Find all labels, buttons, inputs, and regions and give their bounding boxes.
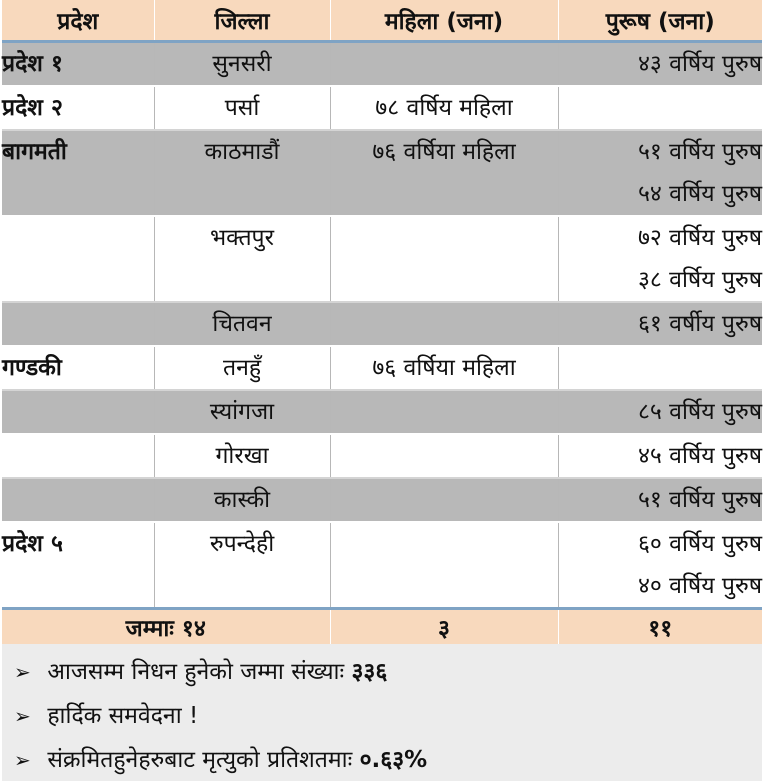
total-label: जम्माः १४ [2,609,330,649]
note-condolence [14,694,762,738]
cell-district: स्यांगजा [154,390,330,434]
note-death-count [14,650,762,694]
cell-female [330,302,558,346]
cell-female [330,478,558,522]
cell-district: गोरखा [154,434,330,478]
cell-male [558,42,762,87]
male-entry: ४३ वर्षिय पुरुष [637,51,762,77]
cell-female: ७६ वर्षिया महिला [330,130,558,216]
cell-male [558,346,762,390]
table-row [2,478,762,522]
cell-district: कास्की [154,478,330,522]
totals-row [2,609,762,649]
arrow-bullet-icon: ➢ [14,748,31,772]
death-count-value: ३३६ [351,659,388,685]
cell-female [330,42,558,87]
cell-province: प्रदेश २ [2,86,154,130]
condolence-text: हार्दिक समवेदना ! [47,703,199,729]
table-row [2,390,762,434]
cell-province [2,302,154,346]
cell-female [330,434,558,478]
cell-province [2,216,154,302]
cell-male [558,478,762,522]
cell-male [558,130,762,216]
cell-province: प्रदेश १ [2,42,154,87]
male-entry [559,347,763,389]
male-entry: ५४ वर्षिय पुरुष [637,181,762,207]
cell-male [558,216,762,302]
header-female: महिला (जना) [330,0,558,42]
note-fatality-rate [14,738,762,782]
table-row [2,86,762,130]
cell-province: गण्डकी [2,346,154,390]
cell-district: पर्सा [154,86,330,130]
arrow-bullet-icon: ➢ [14,660,31,684]
cell-district: सुनसरी [154,42,330,87]
cell-female: ७८ वर्षिय महिला [330,86,558,130]
cell-province [2,478,154,522]
table-header-row [2,0,762,42]
cell-female [330,390,558,434]
male-entry [559,87,763,129]
table-row [2,522,762,609]
cell-province: प्रदेश ५ [2,522,154,609]
table-row [2,302,762,346]
male-entry: ४५ वर्षिय पुरुष [637,443,762,469]
cell-province [2,390,154,434]
deaths-table [2,0,762,648]
cell-province [2,434,154,478]
male-entry: ५१ वर्षिय पुरुष [637,487,762,513]
male-entry: ८५ वर्षिय पुरुष [637,399,762,425]
cell-district: भक्तपुर [154,216,330,302]
total-male: ११ [558,609,762,649]
table-row [2,130,762,216]
table-row [2,42,762,87]
death-count-label: आजसम्म निधन हुनेको जम्मा संख्याः [47,659,345,685]
notes-panel [2,644,762,781]
male-entry: ६१ वर्षीय पुरुष [637,311,762,337]
cell-female [330,216,558,302]
male-entry: ५१ वर्षिय पुरुष [637,139,762,165]
cell-district: काठमाडौं [154,130,330,216]
cell-male [558,522,762,609]
fatality-rate-label: संक्रमितहुनेहरुबाट मृत्युको प्रतिशतमाः [47,747,353,773]
header-province: प्रदेश [2,0,154,42]
cell-male [558,390,762,434]
cell-female: ७६ वर्षिया महिला [330,346,558,390]
fatality-rate-value: ०.६३% [359,747,428,773]
cell-female [330,522,558,609]
table-row [2,346,762,390]
header-district: जिल्ला [154,0,330,42]
total-female: ३ [330,609,558,649]
cell-province: बागमती [2,130,154,216]
male-entry: ७२ वर्षिय पुरुष [637,225,762,251]
table-row [2,434,762,478]
male-entry: ३८ वर्षिय पुरुष [637,267,762,293]
cell-male [558,434,762,478]
cell-district: रुपन्देही [154,522,330,609]
cell-district: चितवन [154,302,330,346]
header-male: पुरूष (जना) [558,0,762,42]
arrow-bullet-icon: ➢ [14,704,31,728]
male-entry: ४० वर्षिय पुरुष [637,573,762,599]
male-entry: ६० वर्षिय पुरुष [637,531,762,557]
cell-district: तनहुँ [154,346,330,390]
cell-male [558,86,762,130]
cell-male [558,302,762,346]
table-row [2,216,762,302]
